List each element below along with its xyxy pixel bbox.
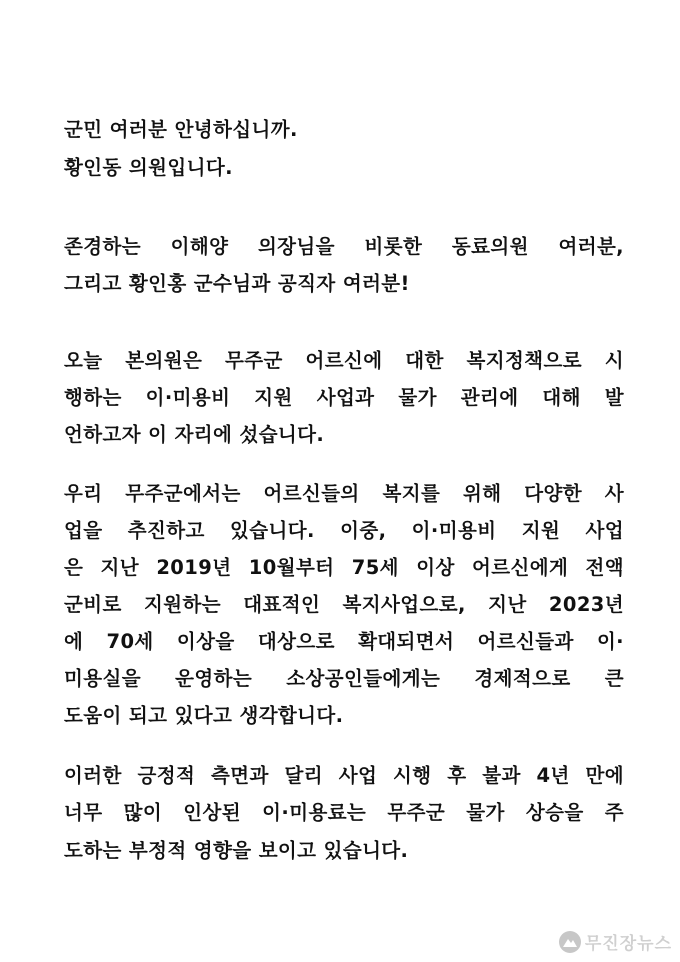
watermark [559,929,672,954]
paragraph-3-line-2: 업을 추진하고 있습니다. 이중, 이·미용비 지원 사업 [64,519,624,542]
paragraph-3-line-3: 은 지난 2019년 10월부터 75세 이상 어르신에게 전액 [64,556,624,579]
paragraph-2-line-1: 오늘 본의원은 무주군 어르신에 대한 복지정책으로 시 [64,349,624,372]
paragraph-3-line-5: 에 70세 이상을 대상으로 확대되면서 어르신들과 이· [64,630,624,653]
introduction-line: 황인동 의원입니다. [64,156,233,179]
paragraph-4-line-2: 너무 많이 인상된 이·미용료는 무주군 물가 상승을 주 [64,801,624,824]
paragraph-3-line-4: 군비로 지원하는 대표적인 복지사업으로, 지난 2023년 [64,593,624,616]
paragraph-3-line-6: 미용실을 운영하는 소상공인들에게는 경제적으로 큰 [64,667,624,690]
watermark-text: 무진장뉴스 [584,934,672,954]
paragraph-3-line-1: 우리 무주군에서는 어르신들의 복지를 위해 다양한 사 [64,482,624,505]
paragraph-2-line-3: 언하고자 이 자리에 섰습니다. [64,423,325,446]
paragraph-3-line-7: 도움이 되고 있다고 생각합니다. [64,704,344,727]
paragraph-2-line-2: 행하는 이·미용비 지원 사업과 물가 관리에 대해 발 [64,386,624,409]
paragraph-1-line-2: 그리고 황인홍 군수님과 공직자 여러분! [64,272,410,295]
greeting-line: 군민 여러분 안녕하십니까. [64,118,298,141]
mountain-logo-icon [559,931,581,953]
paragraph-1-line-1: 존경하는 이해양 의장님을 비롯한 동료의원 여러분, [64,235,624,258]
paragraph-4-line-1: 이러한 긍정적 측면과 달리 사업 시행 후 불과 4년 만에 [64,764,624,787]
paragraph-4-line-3: 도하는 부정적 영향을 보이고 있습니다. [64,839,409,862]
